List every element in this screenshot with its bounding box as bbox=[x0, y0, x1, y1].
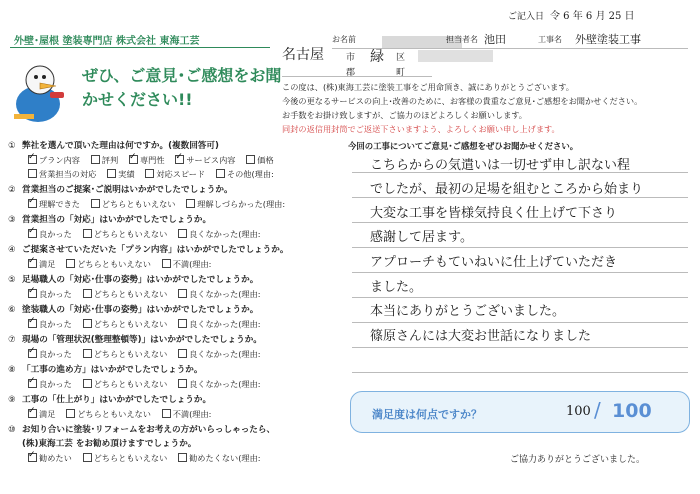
question-4: ④ ご提案させていただいた「プラン内容」はいかがでしたでしょうか。 bbox=[8, 245, 289, 255]
checkbox[interactable] bbox=[28, 453, 37, 462]
town-label: 町 bbox=[396, 68, 406, 78]
comment-line-7: 本当にありがとうございました。 bbox=[370, 304, 566, 319]
question-2: ② 営業担当のご提案･ご説明はいかがでしたでしょうか。 bbox=[8, 185, 233, 195]
checkbox[interactable] bbox=[28, 289, 37, 298]
checkbox[interactable] bbox=[28, 319, 37, 328]
q1-options-row2: 営業担当の対応 実績 対応スピード その他(理由: bbox=[28, 168, 274, 180]
checkbox[interactable] bbox=[83, 229, 92, 238]
name-underline bbox=[332, 48, 688, 49]
agent-label: 担当者名 bbox=[446, 35, 478, 44]
gun-label: 郡 bbox=[346, 68, 356, 78]
q5-options: ✓良かった どちらともいえない 良くなかった(理由: bbox=[28, 288, 261, 300]
address-underline bbox=[282, 76, 432, 77]
greeting-heading: ぜひ、ご意見･ご感想をお聞かせください!! bbox=[82, 66, 282, 109]
checkbox[interactable] bbox=[91, 199, 100, 208]
checkbox[interactable] bbox=[83, 289, 92, 298]
q4-options: ✓満足 どちらともいえない 不満(理由: bbox=[28, 258, 211, 270]
date-label: ご記入日 bbox=[508, 12, 545, 22]
city-label: 市 bbox=[346, 53, 356, 63]
checkbox[interactable] bbox=[28, 199, 37, 208]
address-redacted bbox=[418, 50, 493, 62]
checkbox[interactable] bbox=[66, 259, 75, 268]
checkbox[interactable] bbox=[129, 155, 138, 164]
intro-note: 同封の返信用封筒でご返送下さいますよう、よろしくお願い申し上げます。 bbox=[282, 124, 560, 134]
checkbox[interactable] bbox=[145, 169, 154, 178]
question-3: ③ 営業担当の「対応」はいかがでしたでしょうか。 bbox=[8, 215, 212, 225]
checkbox[interactable] bbox=[216, 169, 225, 178]
intro-text-2: 今後の更なるサービスの向上･改善のために、お客様の貴重なご意見･ご感想をお聞かせください。 bbox=[282, 96, 643, 106]
checkbox[interactable] bbox=[28, 169, 37, 178]
checkbox[interactable] bbox=[246, 155, 255, 164]
checkbox[interactable] bbox=[83, 453, 92, 462]
checkbox[interactable] bbox=[162, 409, 171, 418]
comment-line-1: こちらからの気遣いは一切せず申し訳ない程 bbox=[370, 158, 631, 173]
checkbox[interactable] bbox=[178, 379, 187, 388]
question-7: ⑦ 現場の「管理状況(整理整頓等)」はいかがでしたでしょうか。 bbox=[8, 335, 262, 345]
checkbox[interactable] bbox=[178, 289, 187, 298]
checkbox[interactable] bbox=[107, 169, 116, 178]
work-value: 外壁塗装工事 bbox=[575, 33, 641, 46]
agent-value: 池田 bbox=[484, 33, 506, 46]
intro-text-1: この度は、(株)東海工芸に塗装工事をご用命頂き、誠にありがとうございます。 bbox=[282, 82, 574, 92]
ward-value: 緑 bbox=[370, 49, 384, 65]
company-underline bbox=[10, 47, 270, 48]
q3-options: ✓良かった どちらともいえない 良くなかった(理由: bbox=[28, 228, 261, 240]
q2-options: ✓理解できた どちらともいえない 理解しづらかった(理由: bbox=[28, 198, 285, 210]
checkbox[interactable] bbox=[28, 155, 37, 164]
name-label: お名前 bbox=[332, 35, 356, 44]
checkbox[interactable] bbox=[186, 199, 195, 208]
comment-line-3: 大変な工事を皆様気持良く仕上げて下さり bbox=[370, 206, 618, 221]
intro-text-3: お手数をお掛け致しますが、ご協力のほどよろしくお願いします。 bbox=[282, 110, 527, 120]
checkbox[interactable] bbox=[83, 349, 92, 358]
ward-label: 区 bbox=[396, 53, 406, 63]
ruled-line bbox=[352, 322, 688, 323]
company-line: 外壁･屋根 塗装専門店 株式会社 東海工芸 bbox=[14, 36, 200, 47]
ruled-line bbox=[352, 197, 688, 198]
ruled-line bbox=[352, 297, 688, 298]
checkbox[interactable] bbox=[66, 409, 75, 418]
checkbox[interactable] bbox=[162, 259, 171, 268]
checkbox[interactable] bbox=[175, 155, 184, 164]
checkbox[interactable] bbox=[83, 319, 92, 328]
q8-options: ✓良かった どちらともいえない 良くなかった(理由: bbox=[28, 378, 261, 390]
checkbox[interactable] bbox=[28, 349, 37, 358]
work-label: 工事名 bbox=[538, 35, 562, 44]
question-10: ⑩ お知り合いに塗装･リフォームをお考えの方がいらっしゃったら、 bbox=[8, 425, 276, 435]
question-1: ① 弊社を選んで頂いた理由は何ですか。(複数回答可) bbox=[8, 141, 219, 151]
ruled-line bbox=[352, 372, 688, 373]
satisfaction-slash: / bbox=[594, 398, 601, 422]
city-value: 名古屋 bbox=[282, 47, 324, 63]
ruled-line bbox=[352, 222, 688, 223]
ruled-line bbox=[352, 247, 688, 248]
comment-line-4: 感謝して居ます。 bbox=[370, 230, 473, 245]
checkbox[interactable] bbox=[28, 229, 37, 238]
checkbox[interactable] bbox=[178, 349, 187, 358]
q1-options-row1: ✓プラン内容 評判 ✓ 専門性 ✓ サービス内容 価格 bbox=[28, 154, 274, 166]
comment-line-6: ました。 bbox=[370, 280, 423, 295]
satisfaction-label: 満足度は何点ですか？ bbox=[372, 408, 482, 421]
comment-line-2: でしたが、最初の足場を組むところから始まり bbox=[370, 182, 644, 197]
q10-options: ✓勧めたい どちらともいえない 勧めたくない(理由: bbox=[28, 452, 261, 464]
checkbox[interactable] bbox=[178, 229, 187, 238]
q7-options: ✓良かった どちらともいえない 良くなかった(理由: bbox=[28, 348, 261, 360]
ruled-line bbox=[352, 347, 688, 348]
checkbox[interactable] bbox=[28, 409, 37, 418]
q9-options: ✓満足 どちらともいえない 不満(理由: bbox=[28, 408, 211, 420]
q6-options: ✓良かった どちらともいえない 良くなかった(理由: bbox=[28, 318, 261, 330]
checkbox[interactable] bbox=[28, 379, 37, 388]
question-5: ⑤ 足場職人の「対応･仕事の姿勢」はいかがでしたでしょうか。 bbox=[8, 275, 259, 285]
date-value: 令 6 年 6 月 25 日 bbox=[550, 11, 635, 22]
mascot-illustration bbox=[10, 58, 70, 126]
comment-line-5: アプローチもていねいに仕上げていただき bbox=[370, 255, 618, 270]
checkbox[interactable] bbox=[178, 319, 187, 328]
checkbox[interactable] bbox=[178, 453, 187, 462]
satisfaction-max: 100 bbox=[612, 400, 652, 422]
satisfaction-score: 100 bbox=[566, 404, 591, 419]
thanks-text: ご協力ありがとうございました。 bbox=[510, 455, 646, 465]
question-8: ⑧ 「工事の進め方」はいかがでしたでしょうか。 bbox=[8, 365, 203, 375]
ruled-line bbox=[352, 272, 688, 273]
comment-line-8: 篠原さんには大変お世話になりました bbox=[370, 329, 592, 344]
comment-title: 今回の工事についてご意見･ご感想をぜひお聞かせください。 bbox=[348, 141, 579, 151]
question-6: ⑥ 塗装職人の「対応･仕事の姿勢」はいかがでしたでしょうか。 bbox=[8, 305, 259, 315]
question-10-line2: (株)東海工芸 をお勧め頂けますでしょうか。 bbox=[22, 439, 197, 449]
checkbox[interactable] bbox=[91, 155, 100, 164]
checkbox[interactable] bbox=[83, 379, 92, 388]
question-9: ⑨ 工事の「仕上がり」はいかがでしたでしょうか。 bbox=[8, 395, 212, 405]
checkbox[interactable] bbox=[28, 259, 37, 268]
